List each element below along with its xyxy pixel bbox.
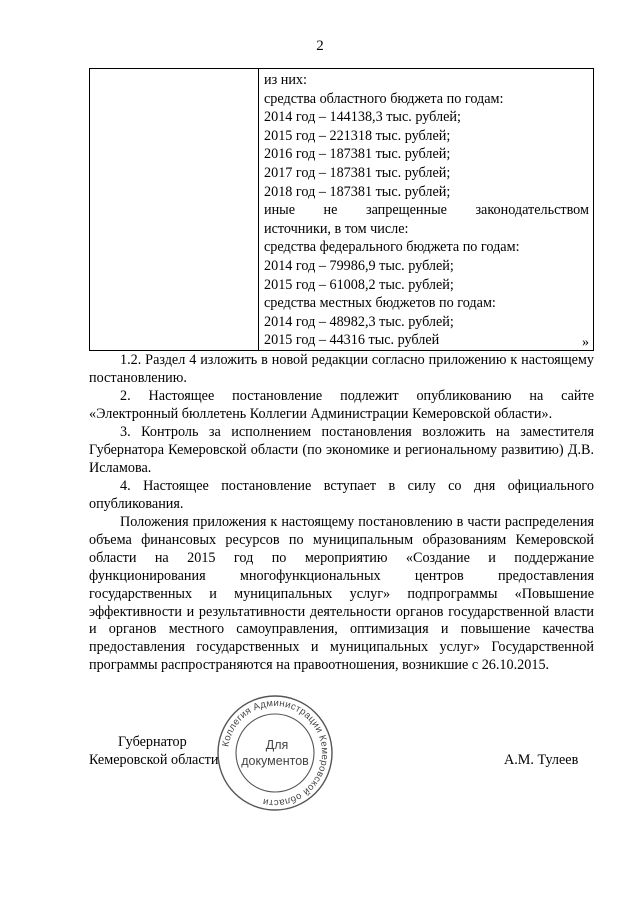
- paragraph-4: [89, 478, 594, 514]
- table-line: средства местных бюджетов по годам:: [264, 295, 496, 312]
- table-word: запрещенные: [365, 202, 447, 219]
- paragraph-text: Положения приложения к настоящему постановлению в части распределения объема финансовых ресурсов по муниципальным образованиям Кемеровской области на 2015 год по мероприятию «Создание и поддержание функционирования многофункциональных центров предоставления государственных и муниципальных услуг» подпрограммы «Повышение эффективности и результативности деятельности органов государственной власти и органов местного самоуправления, оптимизация и повышение качества предоставления государственных и муниципальных услуг» Государственной программы распространяются на правоотношения, возникшие с 26.10.2015.: [89, 514, 594, 674]
- stamp-ring-text: Коллегия Администрации Кемеровской области: [220, 697, 331, 809]
- table-line: 2014 год – 79986,9 тыс. рублей;: [264, 257, 454, 274]
- paragraph-text: 1.2. Раздел 4 изложить в новой редакции согласно приложению к настоящему постановлению.: [89, 352, 594, 386]
- paragraph-3: [89, 424, 594, 478]
- table-line: 2015 год – 44316 тыс. рублей: [264, 332, 440, 349]
- paragraph-text: 3. Контроль за исполнением постановления возложить на заместителя Губернатора Кемеровской области (по экономике и региональному развитию) Д.В. Исламова.: [89, 424, 594, 476]
- table-line: 2016 год – 187381 тыс. рублей;: [264, 146, 451, 163]
- table-line: 2017 год – 187381 тыс. рублей;: [264, 164, 451, 181]
- closing-quote: »: [582, 335, 589, 350]
- stamp-center-line2: документов: [241, 754, 309, 768]
- budget-table: [89, 68, 594, 351]
- table-line: 2018 год – 187381 тыс. рублей;: [264, 183, 451, 200]
- paragraph-text: 2. Настоящее постановление подлежит опубликованию на сайте «Электронный бюллетень Коллегии Администрации Кемеровской области».: [89, 388, 594, 422]
- table-word: законодательством: [475, 202, 589, 219]
- table-line: 2014 год – 48982,3 тыс. рублей;: [264, 313, 454, 330]
- table-line: 2015 год – 221318 тыс. рублей;: [264, 127, 451, 144]
- table-line: средства областного бюджета по годам:: [264, 90, 504, 107]
- table-line: 2015 год – 61008,2 тыс. рублей;: [264, 276, 454, 293]
- table-word: не: [323, 202, 338, 219]
- table-word: иные: [264, 202, 296, 219]
- table-line: источники, в том числе:: [264, 220, 409, 237]
- official-stamp: [215, 693, 335, 813]
- page-number: 2: [316, 38, 324, 54]
- table-line: средства федерального бюджета по годам:: [264, 239, 520, 256]
- stamp-center-line1: Для: [265, 738, 289, 752]
- table-line: из них:: [264, 72, 307, 88]
- paragraph-1-2: [89, 352, 594, 388]
- table-line: 2014 год – 144138,3 тыс. рублей;: [264, 109, 461, 126]
- table-left-cell: [90, 69, 259, 351]
- paragraph-2: [89, 388, 594, 424]
- signer-name: А.М. Тулеев: [504, 752, 579, 768]
- paragraph-text: 4. Настоящее постановление вступает в силу со дня официального опубликования.: [89, 478, 594, 512]
- paragraph-provisions: [89, 514, 594, 675]
- signer-position-line2: Кемеровской области: [89, 752, 219, 768]
- table-justified-line: [264, 201, 589, 220]
- table-right-cell: [259, 69, 594, 351]
- signer-position-line1: Губернатор: [118, 734, 187, 750]
